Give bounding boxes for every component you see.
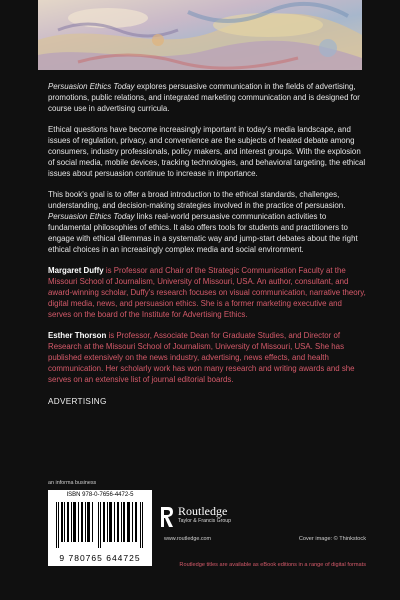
ebook-availability-note: Routledge titles are available as eBook editions in a range of digital formats	[179, 562, 366, 568]
abstract-painting-image	[38, 0, 362, 70]
cover-art-image	[0, 0, 400, 70]
back-cover-footer	[48, 480, 366, 590]
author-bio-text: is Professor, Associate Dean for Graduate Studies, and Director of Research at the Missouri School of Journalism, University of Missouri, USA. She has published extensively on the news industry, advertising, news effects, and health communication. Her scholarly work has won many research and writing awards and she serves on an extensive list of journal editorial boards.	[48, 330, 355, 384]
book-title-italic: Persuasion Ethics Today	[48, 82, 135, 91]
author-bio-1	[48, 266, 366, 321]
barcode-number: 9 780765 644725	[59, 553, 141, 563]
description-text: explores persuasive communication in the fields of advertising, promotions, public relations, and integrated marketing communication and is designed for course use in advertising curricula.	[48, 82, 360, 113]
book-title-italic: Persuasion Ethics Today	[48, 211, 135, 221]
description-paragraph-2: Ethical questions have become increasingly important in today's media landscape, and issues of regulation, privacy, and convenience are the subjects of heated debate among consumers, industry professionals, policy makers, and interest groups. With the explosion of social media, mobile devices, tracking technologies, and behavioral targeting, the ethical issues about persuasion continue to increase in importance.	[48, 124, 366, 178]
author-bio-text: is Professor and Chair of the Strategic Communication Faculty at the Missouri School of Journalism, University of Missouri, USA. An author, consultant, and award-winning scholar, Duffy's research focuses on visual communication, narrative theory, digital media, news, and persuasion ethics. She is a former marketing executive and serves on the board of the Institute for Advertising Ethics.	[48, 265, 366, 319]
subject-category: ADVERTISING	[48, 396, 107, 406]
description-paragraph-1	[48, 82, 366, 115]
description-text: This book's goal is to offer a broad introduction to the ethical standards, challenges, understanding, and decision-making strategies involved in the practice of persuasion.	[48, 189, 346, 210]
author-name: Esther Thorson	[48, 330, 107, 340]
isbn-label: ISBN 978-0-7656-4472-5	[66, 492, 134, 498]
back-cover-text	[48, 82, 366, 407]
publisher-name: Routledge	[178, 504, 228, 518]
cover-image-credit: Cover image: © Thinkstock	[298, 536, 366, 542]
author-bio-2	[48, 331, 366, 386]
informa-business-label: an informa business	[48, 480, 97, 486]
barcode-panel	[48, 490, 152, 566]
description-paragraph-3	[48, 190, 366, 256]
publisher-group: Taylor & Francis Group	[178, 518, 232, 524]
author-name: Margaret Duffy	[48, 265, 104, 275]
publisher-block	[160, 504, 232, 542]
description-text: links real-world persuasive communication activities to fundamental philosophies of ethics. It also offers tools for students and practitioners to engage with ethical dilemmas in a systematic way and jump-start debates about the right ethical choices in an increasingly complex media and social environment.	[48, 211, 358, 254]
barcode-icon	[54, 502, 146, 548]
publisher-url: www.routledge.com	[164, 536, 212, 542]
routledge-logo-icon	[160, 506, 174, 528]
